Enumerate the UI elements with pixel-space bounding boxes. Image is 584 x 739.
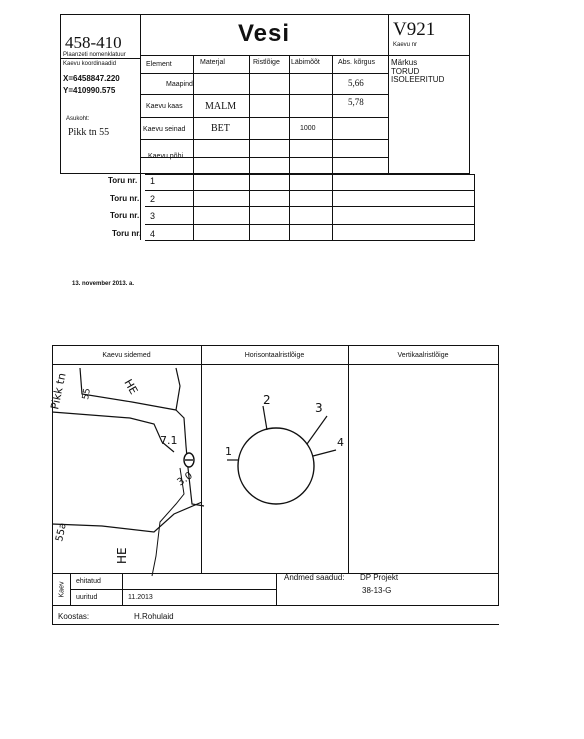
row-material-cover: MALM bbox=[205, 101, 237, 112]
panel-title-vertical: Vertikaalristlõige bbox=[397, 352, 449, 359]
document-date: 13. november 2013. a. bbox=[72, 281, 135, 287]
hand-label-street: Pikk tn bbox=[48, 371, 69, 411]
panel-title-horizontal: Horisontaalristlõige bbox=[244, 352, 305, 359]
table-row-rule-2 bbox=[140, 117, 388, 118]
pipe-rule-3 bbox=[145, 224, 475, 225]
col-header-element: Element bbox=[146, 61, 172, 68]
row-element-bottom: Kaevu põhi bbox=[148, 153, 184, 160]
left-map-rule bbox=[60, 58, 140, 59]
data-source: DP Projekt bbox=[360, 573, 399, 582]
row-material-walls: BET bbox=[211, 123, 230, 134]
hand-label-71: 7.1 bbox=[160, 434, 178, 447]
author-name: H.Rohulaid bbox=[134, 612, 174, 621]
hand-label-55: 55 bbox=[81, 387, 93, 401]
card-bottom-rule bbox=[145, 174, 475, 175]
map-sheet-number: 458-410 bbox=[65, 33, 122, 52]
location-caption: Asukoht: bbox=[66, 116, 90, 122]
pipe-stub-2 bbox=[263, 406, 267, 430]
pipe-rule-1 bbox=[145, 190, 475, 191]
footer-bottom-rule bbox=[52, 605, 499, 606]
sketch-top-rule bbox=[52, 345, 499, 346]
pipe-stub-3 bbox=[307, 416, 327, 444]
table-row-rule-3 bbox=[140, 139, 388, 140]
row-element-ground: Maapind bbox=[166, 81, 193, 88]
map-sheet-caption: Plaanzeti nomenklatuur bbox=[63, 52, 126, 58]
footer-author-rule bbox=[52, 624, 499, 625]
connections-sketch bbox=[48, 364, 202, 576]
row-height-cover: 5,78 bbox=[348, 97, 364, 107]
pipe-label-4: Toru nr. bbox=[112, 229, 142, 238]
building-outline-lower bbox=[52, 412, 174, 452]
location-value: Pikk tn 55 bbox=[68, 127, 110, 138]
page-title: Vesi bbox=[237, 20, 291, 47]
pipe-label-1: Toru nr. bbox=[108, 176, 138, 185]
author-label: Koostas: bbox=[58, 612, 90, 621]
pipe-mark-3: 3 bbox=[315, 401, 323, 415]
pipe-rule-4 bbox=[145, 240, 475, 241]
table-row-rule-1 bbox=[140, 94, 388, 95]
hand-label-55a: 55a bbox=[54, 521, 69, 543]
card-right-extension bbox=[474, 174, 475, 240]
pipe-stub-4 bbox=[313, 450, 336, 456]
sketch-right-border bbox=[498, 345, 499, 605]
pipe-number-3: 3 bbox=[150, 211, 156, 221]
well-circle bbox=[238, 428, 314, 504]
footer-data-divider bbox=[276, 573, 277, 605]
well-number: V921 bbox=[393, 19, 436, 40]
coords-caption: Kaevu koordinaadid bbox=[63, 61, 117, 67]
hand-label-30: 3.0 bbox=[175, 470, 195, 489]
row-height-ground: 5,66 bbox=[348, 78, 364, 88]
table-header-rule bbox=[140, 73, 388, 74]
table-col-divider-3 bbox=[289, 55, 290, 240]
notes-line-2: ISOLEERITUD bbox=[391, 75, 445, 84]
coord-x: X=6458847.220 bbox=[63, 74, 120, 83]
notes-line-1: TORUD bbox=[391, 67, 420, 76]
footer-value-divider bbox=[122, 573, 123, 605]
footer-mid-rule bbox=[70, 589, 276, 590]
col-header-diameter: Läbimõõt bbox=[291, 59, 320, 66]
building-outline-bottom bbox=[52, 502, 202, 532]
hand-label-he-bottom: HE bbox=[115, 547, 129, 564]
coord-y: Y=410990.575 bbox=[63, 86, 116, 95]
title-rule bbox=[140, 55, 470, 56]
pipe-mark-1: 1 bbox=[225, 445, 232, 458]
data-code: 38-13-G bbox=[362, 586, 392, 595]
pipe-number-2: 2 bbox=[150, 194, 156, 204]
built-label: ehitatud bbox=[76, 578, 101, 585]
table-col-divider-1 bbox=[193, 55, 194, 240]
pipe-label-2: Toru nr. bbox=[110, 194, 140, 203]
table-col-divider-2 bbox=[249, 55, 250, 240]
pipe-number-1: 1 bbox=[150, 176, 156, 186]
col-header-cross-section: Ristlõige bbox=[253, 59, 280, 66]
footer-author-left bbox=[52, 605, 53, 624]
pipe-mark-4: 4 bbox=[337, 436, 344, 449]
notes-caption: Märkus bbox=[391, 58, 418, 67]
horizontal-section-drawing bbox=[201, 364, 348, 574]
pipe-mark-2: 2 bbox=[263, 393, 271, 407]
well-number-caption: Kaevu nr bbox=[393, 42, 418, 48]
row-element-walls: Kaevu seinad bbox=[143, 126, 186, 133]
table-col-divider-4 bbox=[332, 55, 333, 240]
row-element-cover: Kaevu kaas bbox=[146, 103, 183, 110]
hand-label-he-top: HE bbox=[121, 377, 141, 397]
surveyed-label: uuritud bbox=[76, 594, 98, 601]
surveyed-value: 11.2013 bbox=[128, 594, 153, 601]
data-source-caption: Andmed saadud: bbox=[284, 573, 345, 582]
row-diameter-walls: 1000 bbox=[300, 125, 316, 132]
pipe-number-4: 4 bbox=[150, 229, 156, 239]
col-header-abs-height: Abs. kõrgus bbox=[338, 59, 375, 66]
pipe-rule-2 bbox=[145, 206, 475, 207]
kaev-label: Kaev bbox=[58, 581, 66, 598]
panel-title-connections: Kaevu sidemed bbox=[102, 352, 151, 359]
pipe-label-3: Toru nr. bbox=[110, 211, 140, 220]
vertical-section-area bbox=[349, 365, 498, 573]
notes-divider bbox=[388, 14, 389, 174]
footer-kaev-divider bbox=[70, 573, 71, 605]
col-header-material: Materjal bbox=[200, 59, 225, 66]
